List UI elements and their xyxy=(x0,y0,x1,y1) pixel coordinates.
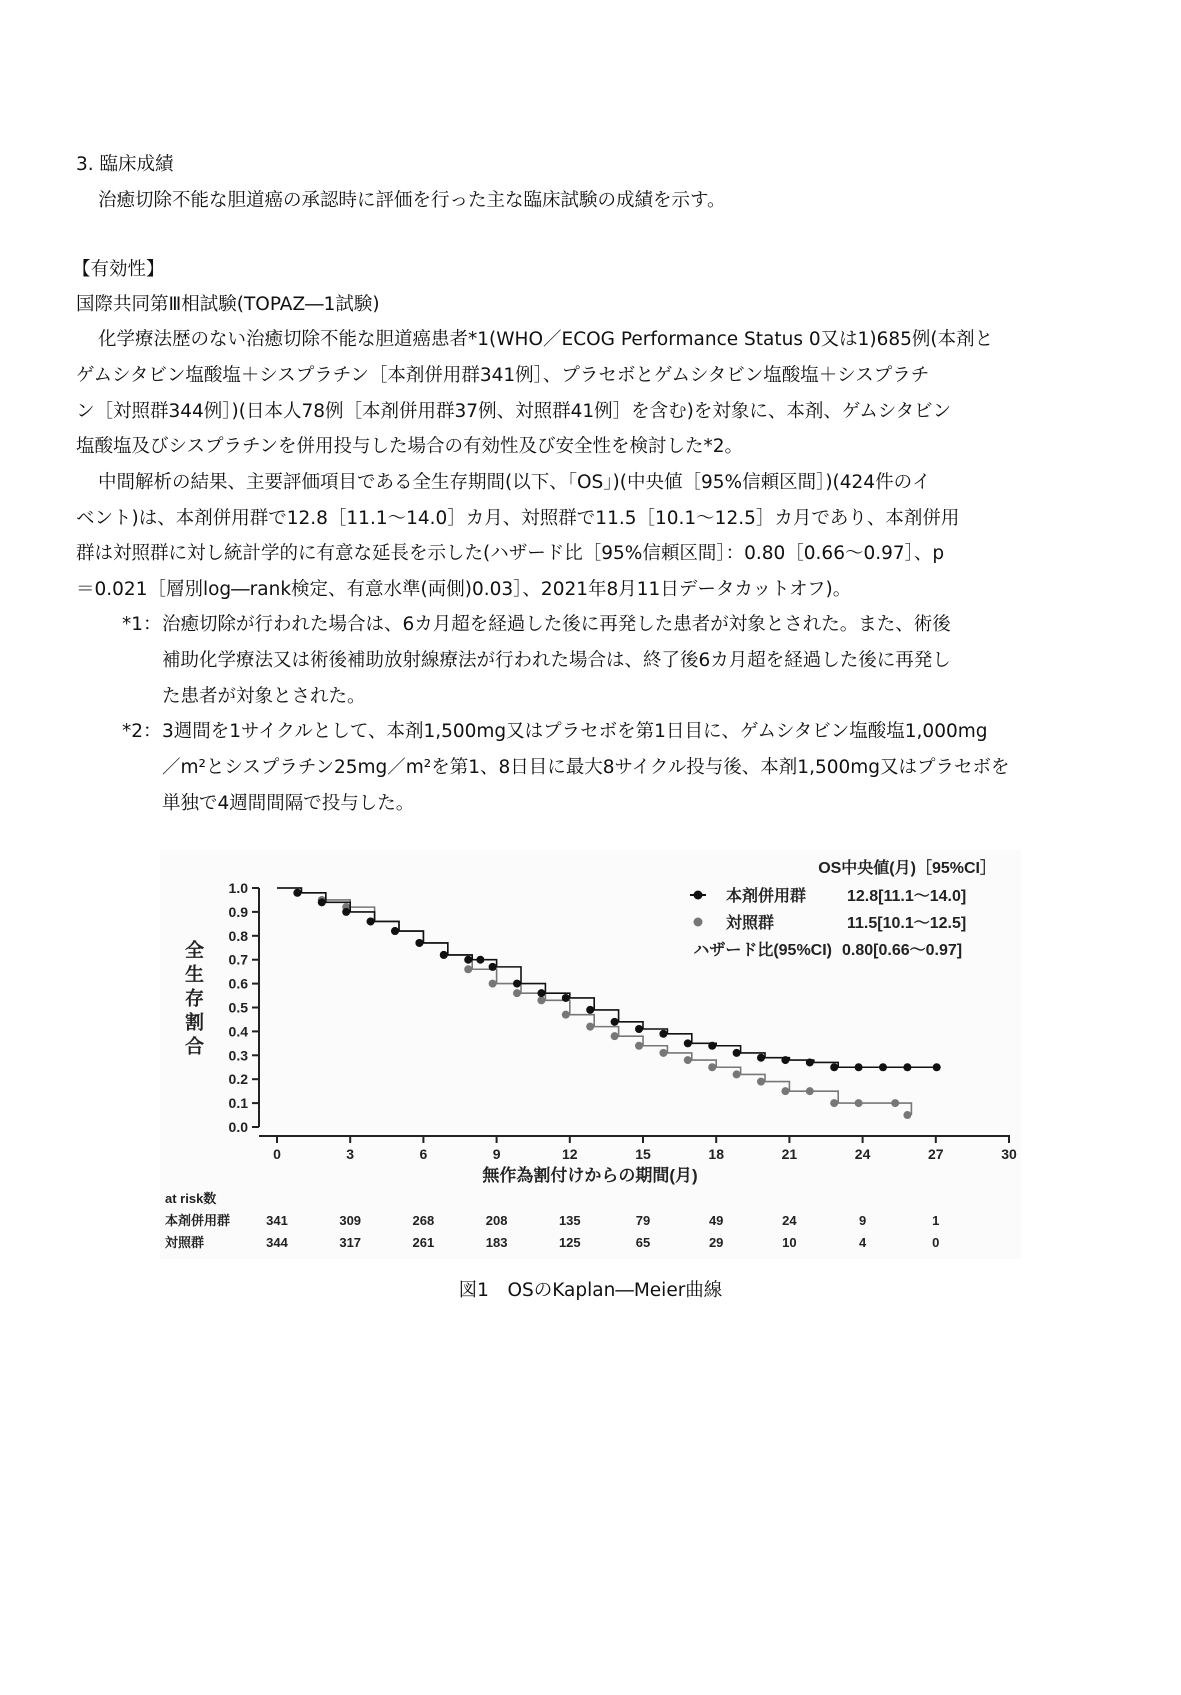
para1-line: 化学療法歴のない治癒切除不能な胆道癌患者*1(WHO／ECOG Performance Status 0又は1)685例(本剤と xyxy=(98,329,994,350)
censor-mark xyxy=(586,1006,594,1014)
para1-line: ン［対照群344例］)(日本人78例［本剤併用群37例、対照群41例］を含む)を対象に、本剤、ゲムシタビン xyxy=(76,401,952,422)
legend-label-treatment: 本剤併用群 xyxy=(726,888,807,905)
x-tick-label: 27 xyxy=(928,1146,944,1162)
censor-mark xyxy=(733,1070,741,1078)
footnote2-line: 単独で4週間間隔で投与した。 xyxy=(162,793,415,814)
censor-mark xyxy=(757,1054,765,1062)
censor-mark xyxy=(611,1032,619,1040)
censor-mark xyxy=(855,1099,863,1107)
footnote2-line: 3週間を1サイクルとして、本剤1,500mg又はプラセボを第1日目に、ゲムシタビン塩酸塩1,000mg xyxy=(162,721,988,742)
km-curve-本剤併用群 xyxy=(277,888,941,1067)
km-curves xyxy=(277,888,941,1119)
intro-text: 治癒切除不能な胆道癌の承認時に評価を行った主な臨床試験の成績を示す。 xyxy=(98,190,726,211)
y-tick-label: 0.3 xyxy=(228,1047,248,1064)
censor-mark xyxy=(708,1042,716,1050)
censor-mark xyxy=(586,1023,594,1031)
x-tick-label: 30 xyxy=(1001,1146,1017,1162)
y-tick-label: 1.0 xyxy=(228,880,248,896)
censor-mark xyxy=(476,956,484,964)
para2-line: ベント)は、本剤併用群で12.8［11.1～14.0］カ月、対照群で11.5［10.1～12.5］カ月であり、本剤併用 xyxy=(76,508,960,529)
censor-mark xyxy=(342,908,350,916)
at-risk-table xyxy=(165,1213,939,1250)
at-risk-value: 29 xyxy=(708,1235,724,1250)
censor-mark xyxy=(464,956,472,964)
censor-mark xyxy=(489,963,497,971)
censor-mark xyxy=(806,1058,814,1066)
hazard-ratio-value: 0.80[0.66～0.97] xyxy=(842,942,963,959)
legend-value-control: 11.5[10.1～12.5] xyxy=(847,915,967,932)
section-heading: 3. 臨床成績 xyxy=(76,154,174,175)
censor-mark xyxy=(684,1039,692,1047)
censor-mark xyxy=(318,898,326,906)
censor-mark xyxy=(933,1063,941,1071)
at-risk-value: 183 xyxy=(485,1235,508,1250)
x-tick-label: 12 xyxy=(562,1146,578,1162)
x-tick-label: 3 xyxy=(346,1146,355,1162)
footnote1-line: 補助化学療法又は術後補助放射線療法が行われた場合は、終了後6カ月超を経過した後に再発し xyxy=(162,650,951,671)
censor-mark xyxy=(293,889,301,897)
censor-mark xyxy=(513,980,521,988)
censor-mark xyxy=(733,1049,741,1057)
hazard-ratio-label: ハザード比(95%CI) xyxy=(693,942,832,959)
at-risk-value: 65 xyxy=(635,1235,651,1250)
censor-mark xyxy=(891,1099,899,1107)
at-risk-value: 24 xyxy=(782,1213,797,1228)
censor-mark xyxy=(391,927,399,935)
efficacy-heading: 【有効性】 xyxy=(72,259,165,280)
x-tick-label: 21 xyxy=(781,1146,798,1162)
censor-mark xyxy=(367,917,375,925)
at-risk-value: 9 xyxy=(858,1213,867,1228)
censor-mark xyxy=(562,994,570,1002)
para1-line: 塩酸塩及びシスプラチンを併用投与した場合の有効性及び安全性を検討した*2。 xyxy=(76,436,744,457)
censor-mark xyxy=(781,1056,789,1064)
x-tick-label: 24 xyxy=(854,1146,871,1162)
at-risk-row-label: 対照群 xyxy=(165,1235,205,1250)
para2-line: 中間解析の結果、主要評価項目である全生存期間(以下、「OS」)(中央値［95%信頼区間］)(424件のイ xyxy=(98,472,931,493)
at-risk-value: 208 xyxy=(485,1213,508,1228)
x-tick-label: 0 xyxy=(273,1146,281,1162)
at-risk-value: 268 xyxy=(412,1213,435,1228)
footnote2-mark: *2： xyxy=(122,721,162,742)
y-tick-label: 0.5 xyxy=(228,999,248,1016)
censor-mark xyxy=(757,1078,765,1086)
y-tick-label: 0.4 xyxy=(228,1023,248,1040)
y-axis-label: 全生存割合 xyxy=(182,940,203,1060)
para1-line: ゲムシタビン塩酸塩＋シスプラチン［本剤併用群341例］、プラセボとゲムシタビン塩酸塩＋シスプラチ xyxy=(76,365,930,386)
at-risk-title: at risk数 xyxy=(165,1191,217,1206)
at-risk-value: 49 xyxy=(708,1213,724,1228)
x-tick-label: 15 xyxy=(635,1146,651,1162)
y-tick-label: 0.0 xyxy=(228,1119,248,1135)
censor-mark xyxy=(635,1042,643,1050)
censor-mark xyxy=(830,1099,838,1107)
censor-mark xyxy=(659,1030,667,1038)
at-risk-value: 344 xyxy=(266,1235,288,1250)
censor-mark xyxy=(562,1011,570,1019)
para2-line: ＝0.021［層別log―rank検定、有意水準(両側)0.03］、2021年8月11日データカットオフ)。 xyxy=(76,579,852,600)
at-risk-value: 135 xyxy=(558,1213,581,1228)
x-tick-label: 6 xyxy=(419,1146,428,1162)
y-tick-label: 0.1 xyxy=(228,1095,248,1112)
y-tick-label: 0.2 xyxy=(228,1071,248,1088)
footnote2-line: ／m²とシスプラチン25mg／m²を第1、8日目に最大8サイクル投与後、本剤1,500mg又はプラセボを xyxy=(162,757,1010,778)
censor-mark xyxy=(879,1063,887,1071)
y-tick-label: 0.7 xyxy=(228,951,248,968)
censor-mark xyxy=(806,1087,814,1095)
footnote1-line: 治癒切除が行われた場合は、6カ月超を経過した後に再発した患者が対象とされた。また、術後 xyxy=(162,614,951,635)
x-axis xyxy=(259,1136,1017,1162)
censor-mark xyxy=(513,989,521,997)
at-risk-value: 309 xyxy=(339,1213,362,1228)
at-risk-value: 79 xyxy=(635,1213,651,1228)
censor-mark xyxy=(855,1063,863,1071)
censor-mark xyxy=(684,1056,692,1064)
footnote1-line: た患者が対象とされた。 xyxy=(162,686,366,707)
censor-mark xyxy=(903,1063,911,1071)
censor-mark xyxy=(830,1063,838,1071)
x-tick-label: 18 xyxy=(708,1146,724,1162)
trial-title: 国際共同第Ⅲ相試験(TOPAZ―1試験) xyxy=(76,294,380,315)
x-axis-label: 無作為割付けからの期間(月) xyxy=(482,1166,698,1185)
at-risk-value: 261 xyxy=(412,1235,435,1250)
censor-mark xyxy=(708,1063,716,1071)
y-tick-label: 0.6 xyxy=(228,975,248,992)
censor-mark xyxy=(440,951,448,959)
legend-title: OS中央値(月)［95%CI］ xyxy=(818,860,996,877)
at-risk-value: 1 xyxy=(932,1213,940,1228)
at-risk-value: 125 xyxy=(558,1235,581,1250)
censor-mark xyxy=(537,996,545,1004)
censor-mark xyxy=(415,939,423,947)
censor-mark xyxy=(659,1049,667,1057)
legend-value-treatment: 12.8[11.1～14.0] xyxy=(847,888,967,905)
y-axis xyxy=(229,880,259,1135)
km-chart xyxy=(160,850,1021,1259)
censor-mark xyxy=(781,1087,789,1095)
figure-caption: 図1 OSのKaplan―Meier曲線 xyxy=(458,1280,723,1301)
legend xyxy=(690,858,996,959)
censor-mark xyxy=(464,965,472,973)
censor-mark xyxy=(611,1018,619,1026)
at-risk-value: 10 xyxy=(782,1235,797,1250)
legend-marker-control xyxy=(694,918,703,927)
y-tick-label: 0.8 xyxy=(228,927,248,944)
x-tick-label: 9 xyxy=(492,1146,501,1162)
censor-mark xyxy=(635,1025,643,1033)
footnote1-mark: *1： xyxy=(122,614,162,635)
para2-line: 群は対照群に対し統計学的に有意な延長を示した(ハザード比［95%信頼区間］：0.80［0.66～0.97］、p xyxy=(76,543,945,564)
censor-mark xyxy=(537,989,545,997)
censor-mark xyxy=(903,1111,911,1119)
at-risk-value: 317 xyxy=(339,1235,362,1250)
at-risk-row-label: 本剤併用群 xyxy=(165,1213,231,1228)
at-risk-value: 341 xyxy=(266,1213,288,1228)
at-risk-value: 0 xyxy=(932,1235,940,1250)
censor-mark xyxy=(489,980,497,988)
y-tick-label: 0.9 xyxy=(228,903,248,920)
at-risk-value: 4 xyxy=(858,1235,867,1250)
legend-label-control: 対照群 xyxy=(726,915,775,932)
